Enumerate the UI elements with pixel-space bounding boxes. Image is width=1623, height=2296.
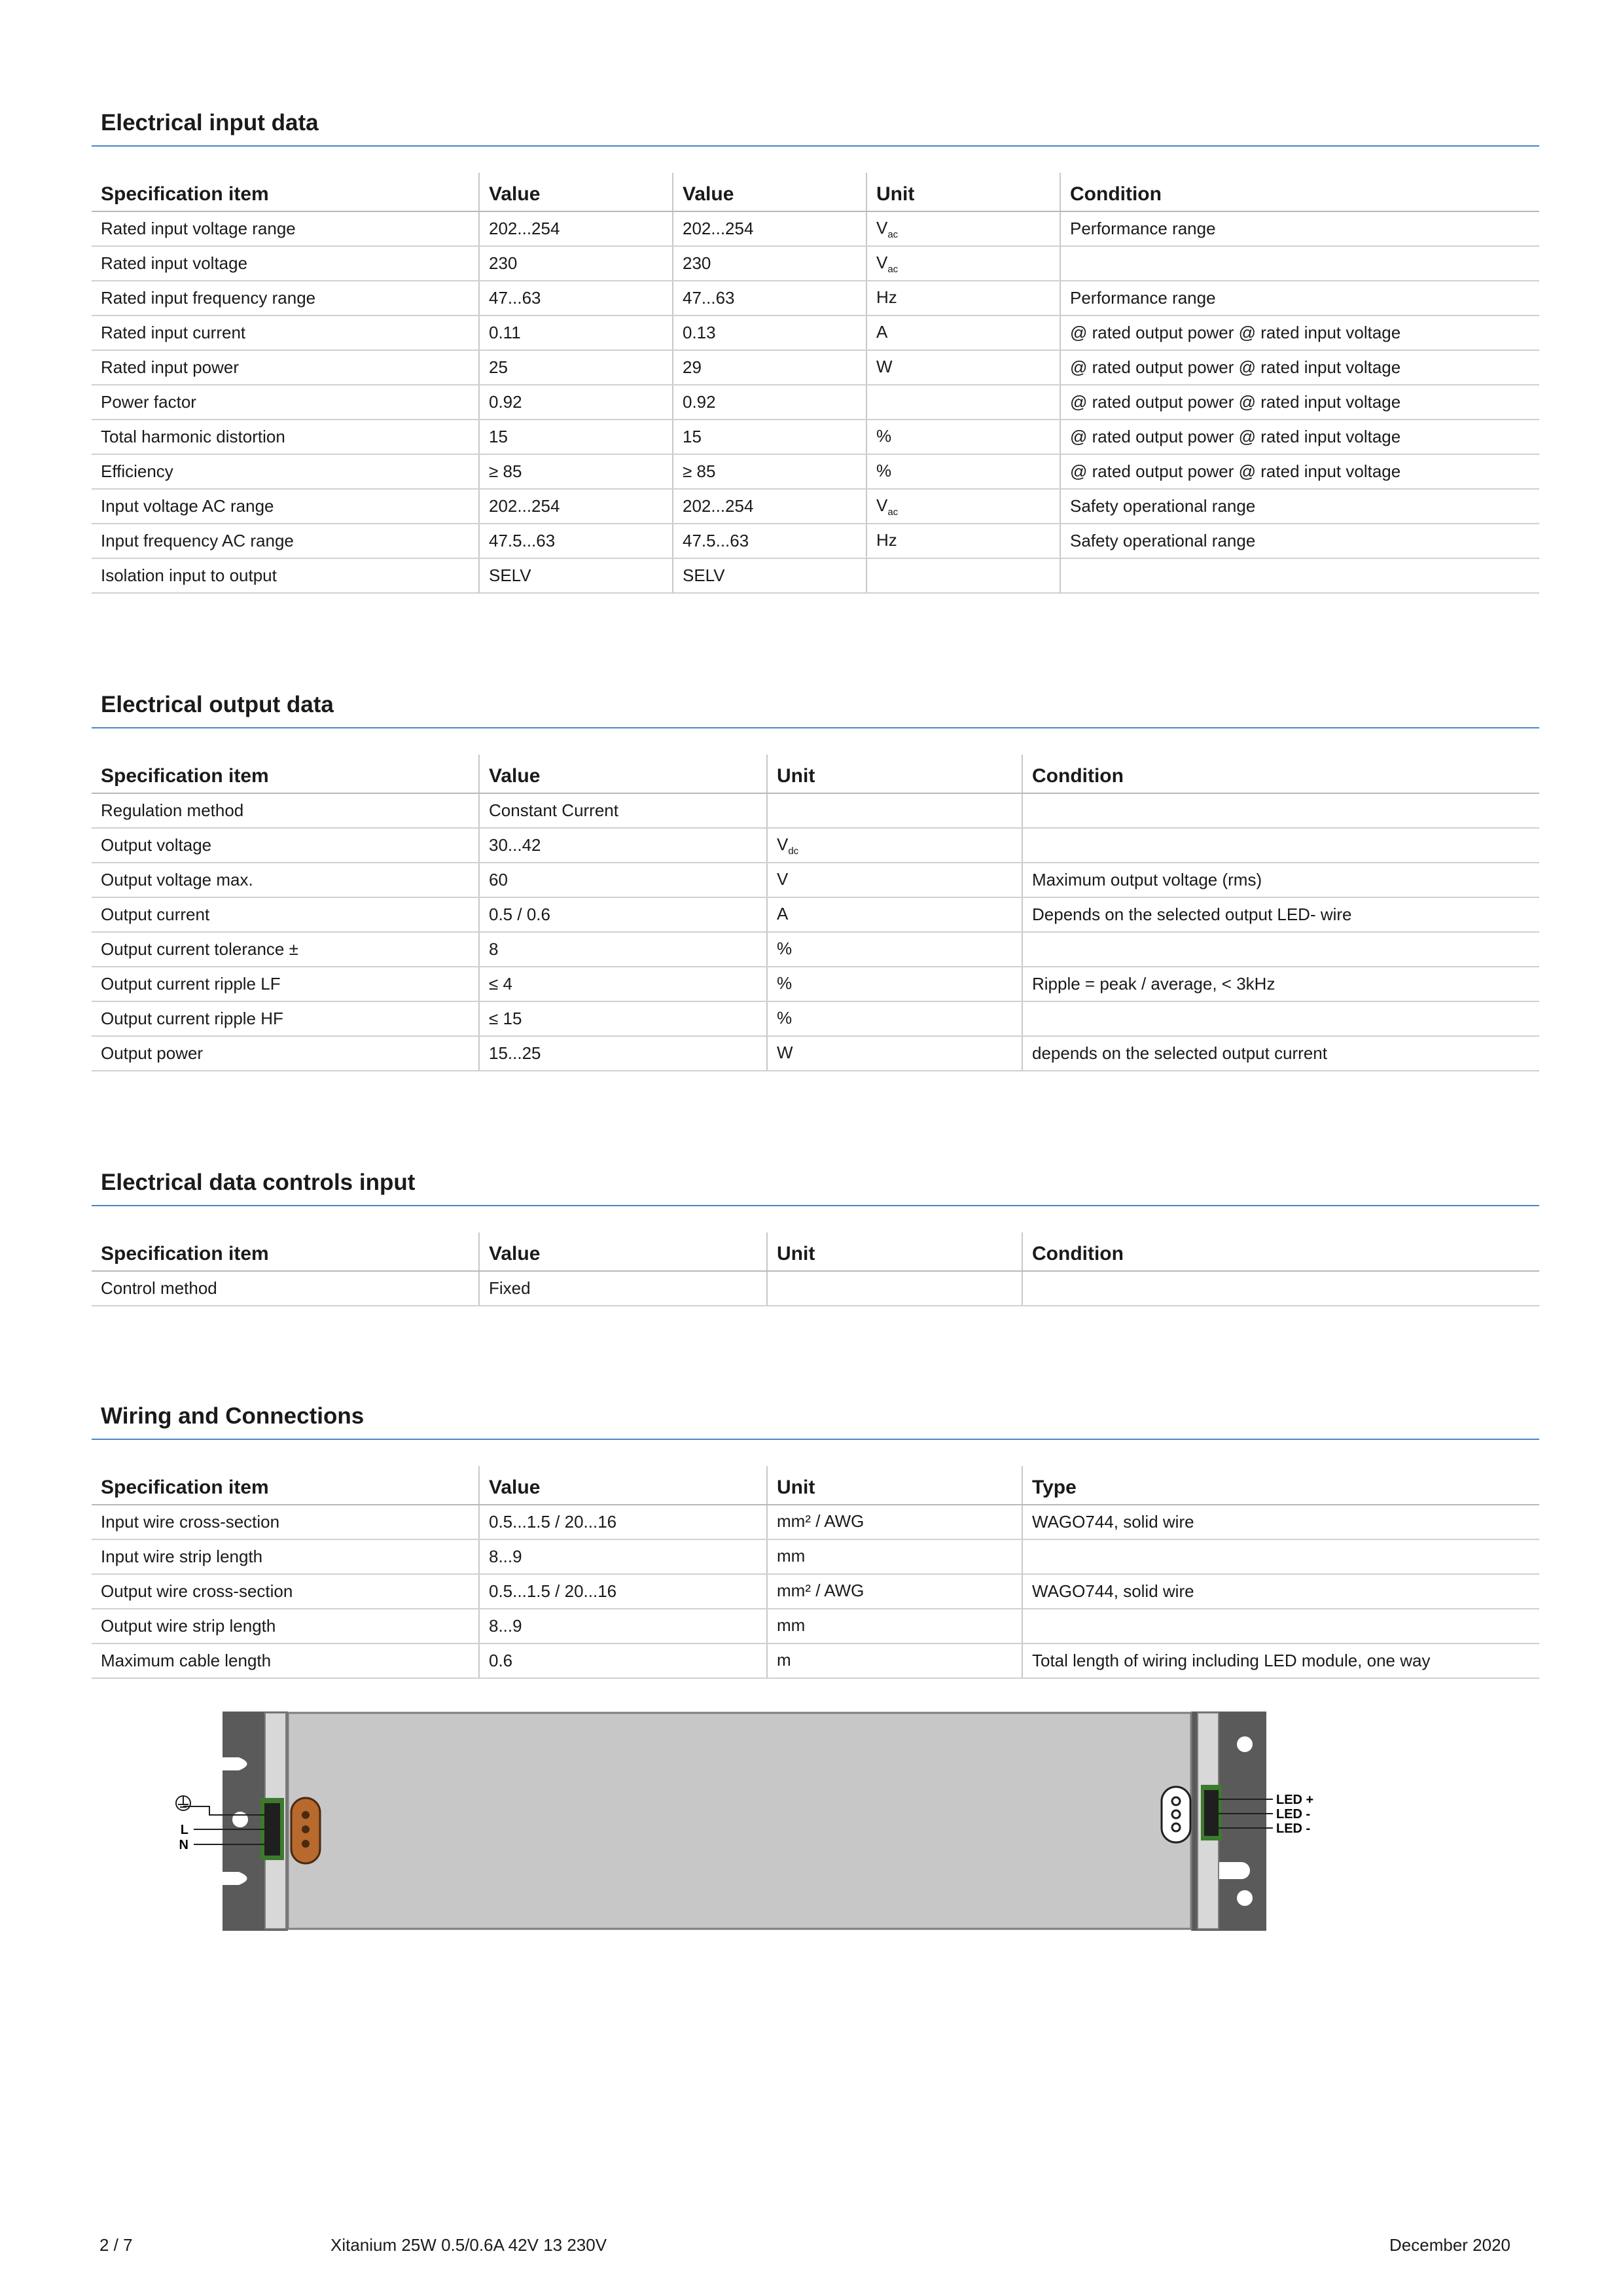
cell-text: Rated input voltage	[101, 253, 248, 273]
cell-text: Output current ripple HF	[101, 1009, 283, 1028]
output-label-led-minus: LED -	[1276, 1807, 1311, 1821]
cell-text: 30...42	[489, 835, 541, 855]
cell-text: 47...63	[489, 288, 541, 308]
table-row	[92, 1643, 1539, 1678]
cell-text: Rated input voltage range	[101, 219, 296, 238]
cell-v1	[479, 524, 673, 558]
cell-value	[479, 1271, 767, 1306]
cell-unit	[767, 1505, 1022, 1539]
cell-text: W	[876, 356, 893, 376]
cell-v1	[479, 315, 673, 350]
cell-unit	[767, 897, 1022, 932]
cell-text: 15	[683, 427, 702, 446]
cell-text: V	[876, 217, 888, 238]
cell-text: 47...63	[683, 288, 735, 308]
cell-item	[92, 1539, 479, 1574]
cell-text: 230	[489, 253, 518, 273]
table-header-row	[92, 755, 1539, 793]
cell-cond	[1060, 558, 1539, 593]
cell-v2	[673, 350, 866, 385]
cell-text: Safety operational range	[1070, 496, 1256, 516]
cell-text: 25	[489, 357, 508, 377]
cell-text: Rated input current	[101, 323, 246, 342]
cell-item	[92, 1271, 479, 1306]
cell-unit	[866, 385, 1060, 420]
cell-unit	[767, 932, 1022, 967]
controls-table-body	[92, 1271, 1539, 1306]
cell-cond	[1022, 828, 1539, 863]
cell-text: A	[876, 321, 888, 342]
cell-text: V	[876, 495, 888, 515]
cell-v2	[673, 281, 866, 315]
column-header: Specification item	[92, 173, 479, 211]
unit-subscript: ac	[887, 263, 899, 275]
column-header: Condition	[1022, 1232, 1539, 1271]
cell-item	[92, 1643, 479, 1678]
cell-cond	[1022, 1001, 1539, 1036]
cell-item	[92, 828, 479, 863]
cell-unit	[767, 967, 1022, 1001]
table-row	[92, 420, 1539, 454]
table-row	[92, 385, 1539, 420]
cell-text: 202...254	[683, 219, 754, 238]
cell-text: Hz	[876, 287, 897, 307]
cell-text: @ rated output power @ rated input voltage	[1070, 427, 1401, 446]
table-row	[92, 454, 1539, 489]
cell-item	[92, 489, 479, 524]
cell-text: ≥ 85	[683, 461, 716, 481]
cell-text: Input frequency AC range	[101, 531, 294, 550]
table-row	[92, 558, 1539, 593]
cell-text: 0.11	[489, 323, 521, 342]
cell-text: Output voltage max.	[101, 870, 253, 889]
cell-text: Performance range	[1070, 219, 1216, 238]
page-number: 2 / 7	[99, 2235, 133, 2255]
unit-subscript: ac	[887, 228, 899, 240]
table-row	[92, 932, 1539, 967]
cell-text: 8...9	[489, 1547, 522, 1566]
output-table	[92, 755, 1539, 1071]
cell-text: Power factor	[101, 392, 196, 412]
column-header: Specification item	[92, 755, 479, 793]
cell-cond	[1060, 315, 1539, 350]
cell-unit	[767, 1036, 1022, 1071]
unit-subscript: dc	[788, 845, 799, 857]
cell-unit	[866, 524, 1060, 558]
table-header-row	[92, 173, 1539, 211]
cell-v1	[479, 211, 673, 246]
cell-v1	[479, 281, 673, 315]
cell-item	[92, 420, 479, 454]
cell-cond	[1060, 211, 1539, 246]
column-header: Value	[479, 1232, 767, 1271]
cell-item	[92, 315, 479, 350]
cell-unit	[767, 1643, 1022, 1678]
column-header: Unit	[767, 755, 1022, 793]
cell-cond	[1060, 350, 1539, 385]
cell-unit	[866, 558, 1060, 593]
table-header-row	[92, 1232, 1539, 1271]
table-row	[92, 863, 1539, 897]
column-header: Specification item	[92, 1232, 479, 1271]
cell-text: 0.5...1.5 / 20...16	[489, 1512, 617, 1532]
table-row	[92, 1539, 1539, 1574]
driver-wiring-diagram	[0, 1698, 1623, 1960]
cell-text: Regulation method	[101, 800, 244, 820]
cell-text: 0.6	[489, 1651, 513, 1670]
section-title: Electrical data controls input	[101, 1170, 416, 1195]
cell-text: V	[876, 252, 888, 272]
cell-text: m	[777, 1649, 791, 1670]
input-table	[92, 173, 1539, 594]
wiring-table-body	[92, 1505, 1539, 1678]
cell-cond	[1022, 793, 1539, 828]
cell-v2	[673, 558, 866, 593]
cell-text: 230	[683, 253, 711, 273]
cell-v1	[479, 350, 673, 385]
section-title: Electrical output data	[101, 692, 334, 717]
section-controls-input	[92, 1164, 1539, 1306]
cell-value	[479, 793, 767, 828]
cell-text: W	[777, 1042, 793, 1062]
cell-unit	[767, 1609, 1022, 1643]
document-date: December 2020	[1389, 2235, 1510, 2255]
column-header: Specification item	[92, 1466, 479, 1505]
cell-v2	[673, 489, 866, 524]
cell-item	[92, 211, 479, 246]
cell-value	[479, 863, 767, 897]
cell-text: Safety operational range	[1070, 531, 1256, 550]
cell-text: 0.92	[683, 392, 716, 412]
cell-item	[92, 1609, 479, 1643]
cell-text: @ rated output power @ rated input voltage	[1070, 461, 1401, 481]
cell-item	[92, 281, 479, 315]
table-row	[92, 1574, 1539, 1609]
cell-cond	[1022, 1643, 1539, 1678]
input-label-l: L	[180, 1823, 188, 1837]
cell-value	[479, 932, 767, 967]
cell-v2	[673, 315, 866, 350]
cell-cond	[1060, 454, 1539, 489]
cell-unit	[866, 281, 1060, 315]
cell-unit	[866, 350, 1060, 385]
column-header: Unit	[866, 173, 1060, 211]
wiring-table	[92, 1466, 1539, 1679]
cell-value	[479, 1609, 767, 1643]
table-row	[92, 1001, 1539, 1036]
cell-text: Total length of wiring including LED module, one way	[1032, 1651, 1431, 1670]
cell-v2	[673, 246, 866, 281]
cell-cond	[1022, 897, 1539, 932]
cell-text: 0.92	[489, 392, 522, 412]
cell-text: %	[777, 973, 793, 993]
cell-unit	[767, 863, 1022, 897]
cell-text: Input wire cross-section	[101, 1512, 280, 1532]
cell-cond	[1022, 1609, 1539, 1643]
cell-v1	[479, 489, 673, 524]
cell-text: Hz	[876, 529, 897, 550]
cell-text: WAGO744, solid wire	[1032, 1581, 1194, 1601]
table-row	[92, 897, 1539, 932]
cell-text: 15	[489, 427, 508, 446]
cell-v1	[479, 246, 673, 281]
section-electrical-input	[92, 105, 1539, 594]
cell-text: ≤ 4	[489, 974, 512, 994]
driver-housing	[223, 1712, 1266, 1931]
cell-unit	[767, 1271, 1022, 1306]
cell-unit	[866, 211, 1060, 246]
cell-cond	[1022, 1539, 1539, 1574]
cell-text: Input voltage AC range	[101, 496, 274, 516]
cell-text: depends on the selected output current	[1032, 1043, 1327, 1063]
cell-text: %	[777, 1007, 793, 1028]
cell-text: V	[777, 834, 789, 854]
cell-text: 8...9	[489, 1616, 522, 1636]
section-title: Wiring and Connections	[101, 1403, 365, 1429]
cell-v2	[673, 454, 866, 489]
cell-item	[92, 1574, 479, 1609]
cell-v2	[673, 524, 866, 558]
cell-text: Fixed	[489, 1278, 531, 1298]
cell-cond	[1060, 385, 1539, 420]
cell-text: %	[876, 425, 892, 446]
cell-text: SELV	[489, 565, 531, 585]
table-header-row	[92, 1466, 1539, 1505]
cell-text: 0.13	[683, 323, 716, 342]
cell-text: Constant Current	[489, 800, 618, 820]
cell-item	[92, 350, 479, 385]
cell-text: mm² / AWG	[777, 1580, 865, 1600]
cell-v1	[479, 420, 673, 454]
cell-text: Output power	[101, 1043, 204, 1063]
product-name: Xitanium 25W 0.5/0.6A 42V 13 230V	[330, 2235, 607, 2255]
cell-text: A	[777, 903, 789, 924]
column-header: Condition	[1060, 173, 1539, 211]
cell-text: Efficiency	[101, 461, 173, 481]
cell-text: WAGO744, solid wire	[1032, 1512, 1194, 1532]
table-row	[92, 246, 1539, 281]
cell-item	[92, 454, 479, 489]
cell-value	[479, 1643, 767, 1678]
cell-value	[479, 828, 767, 863]
cell-value	[479, 1036, 767, 1071]
cell-text: V	[777, 869, 789, 889]
cell-text: Output current ripple LF	[101, 974, 281, 994]
cell-text: 0.5...1.5 / 20...16	[489, 1581, 617, 1601]
cell-unit	[866, 246, 1060, 281]
cell-text: Total harmonic distortion	[101, 427, 285, 446]
cell-cond	[1060, 420, 1539, 454]
cell-text: @ rated output power @ rated input voltage	[1070, 357, 1401, 377]
table-row	[92, 489, 1539, 524]
table-row	[92, 350, 1539, 385]
cell-value	[479, 897, 767, 932]
cell-value	[479, 1001, 767, 1036]
cell-value	[479, 1539, 767, 1574]
cell-text: 47.5...63	[489, 531, 556, 550]
cell-unit	[767, 1001, 1022, 1036]
cell-text: Maximum output voltage (rms)	[1032, 870, 1262, 889]
cell-item	[92, 246, 479, 281]
cell-text: Performance range	[1070, 288, 1216, 308]
cell-v1	[479, 454, 673, 489]
input-table-body	[92, 211, 1539, 593]
cell-item	[92, 385, 479, 420]
cell-item	[92, 863, 479, 897]
cell-cond	[1022, 1574, 1539, 1609]
column-header: Type	[1022, 1466, 1539, 1505]
column-header: Unit	[767, 1466, 1022, 1505]
cell-text: mm	[777, 1615, 806, 1635]
cell-text: @ rated output power @ rated input voltage	[1070, 392, 1401, 412]
cell-item	[92, 793, 479, 828]
cell-cond	[1060, 281, 1539, 315]
column-header: Unit	[767, 1232, 1022, 1271]
cell-cond	[1060, 489, 1539, 524]
cell-cond	[1060, 246, 1539, 281]
cell-text: 29	[683, 357, 702, 377]
section-divider	[92, 1439, 1539, 1440]
cell-cond	[1022, 1271, 1539, 1306]
cell-text: 202...254	[489, 219, 560, 238]
cell-v1	[479, 558, 673, 593]
cell-text: Rated input frequency range	[101, 288, 316, 308]
cell-text: @ rated output power @ rated input voltage	[1070, 323, 1401, 342]
section-electrical-output	[92, 687, 1539, 1071]
cell-text: %	[876, 460, 892, 480]
cell-text: Maximum cable length	[101, 1651, 272, 1670]
cell-text: Ripple = peak / average, < 3kHz	[1032, 974, 1275, 994]
output-label-led-plus: LED +	[1276, 1793, 1314, 1807]
cell-text: ≤ 15	[489, 1009, 522, 1028]
controls-table	[92, 1232, 1539, 1306]
cell-text: Control method	[101, 1278, 217, 1298]
cell-text: Output current tolerance ±	[101, 939, 298, 959]
cell-cond	[1022, 863, 1539, 897]
cell-item	[92, 967, 479, 1001]
cell-text: 15...25	[489, 1043, 541, 1063]
table-row	[92, 211, 1539, 246]
cell-unit	[866, 489, 1060, 524]
cell-cond	[1022, 967, 1539, 1001]
input-label-n: N	[179, 1838, 188, 1852]
cell-v2	[673, 211, 866, 246]
cell-item	[92, 897, 479, 932]
cell-text: Output wire strip length	[101, 1616, 276, 1636]
cell-text: 47.5...63	[683, 531, 749, 550]
cell-text: Output wire cross-section	[101, 1581, 293, 1601]
cell-text: 60	[489, 870, 508, 889]
table-row	[92, 1036, 1539, 1071]
cell-text: 202...254	[489, 496, 560, 516]
table-row	[92, 315, 1539, 350]
cell-text: Rated input power	[101, 357, 240, 377]
cell-text: Isolation input to output	[101, 565, 277, 585]
column-header: Value	[479, 755, 767, 793]
cell-item	[92, 1505, 479, 1539]
table-row	[92, 1271, 1539, 1306]
cell-text: ≥ 85	[489, 461, 522, 481]
cell-unit	[767, 828, 1022, 863]
cell-cond	[1022, 932, 1539, 967]
cell-unit	[767, 793, 1022, 828]
cell-v1	[479, 385, 673, 420]
cell-item	[92, 558, 479, 593]
cell-item	[92, 524, 479, 558]
cell-text: SELV	[683, 565, 725, 585]
column-header: Condition	[1022, 755, 1539, 793]
table-row	[92, 1609, 1539, 1643]
column-header: Value	[673, 173, 866, 211]
cell-value	[479, 1574, 767, 1609]
column-header: Value	[479, 173, 673, 211]
cell-text: 8	[489, 939, 499, 959]
cell-cond	[1022, 1036, 1539, 1071]
cell-v2	[673, 385, 866, 420]
cell-cond	[1022, 1505, 1539, 1539]
table-row	[92, 967, 1539, 1001]
section-divider	[92, 1205, 1539, 1206]
cell-text: Output current	[101, 905, 210, 924]
table-row	[92, 793, 1539, 828]
cell-unit	[767, 1574, 1022, 1609]
output-label-led-minus-alt: LED -	[1276, 1821, 1311, 1836]
cell-unit	[866, 420, 1060, 454]
section-divider	[92, 145, 1539, 147]
cell-item	[92, 1001, 479, 1036]
section-title: Electrical input data	[101, 110, 319, 135]
cell-unit	[866, 315, 1060, 350]
cell-text: 202...254	[683, 496, 754, 516]
cell-v2	[673, 420, 866, 454]
section-wiring	[92, 1398, 1539, 1679]
cell-item	[92, 1036, 479, 1071]
cell-text: Depends on the selected output LED- wire	[1032, 905, 1352, 924]
cell-text: mm	[777, 1545, 806, 1566]
cell-text: %	[777, 938, 793, 958]
section-divider	[92, 727, 1539, 728]
cell-value	[479, 1505, 767, 1539]
table-row	[92, 1505, 1539, 1539]
table-row	[92, 524, 1539, 558]
cell-item	[92, 932, 479, 967]
cell-text: Output voltage	[101, 835, 212, 855]
output-table-body	[92, 793, 1539, 1071]
unit-subscript: ac	[887, 506, 899, 518]
cell-value	[479, 967, 767, 1001]
cell-unit	[866, 454, 1060, 489]
cell-text: Input wire strip length	[101, 1547, 263, 1566]
cell-text: 0.5 / 0.6	[489, 905, 550, 924]
table-row	[92, 281, 1539, 315]
cell-cond	[1060, 524, 1539, 558]
table-row	[92, 828, 1539, 863]
column-header: Value	[479, 1466, 767, 1505]
ground-icon	[176, 1796, 190, 1810]
cell-unit	[767, 1539, 1022, 1574]
cell-text: mm² / AWG	[777, 1511, 865, 1531]
